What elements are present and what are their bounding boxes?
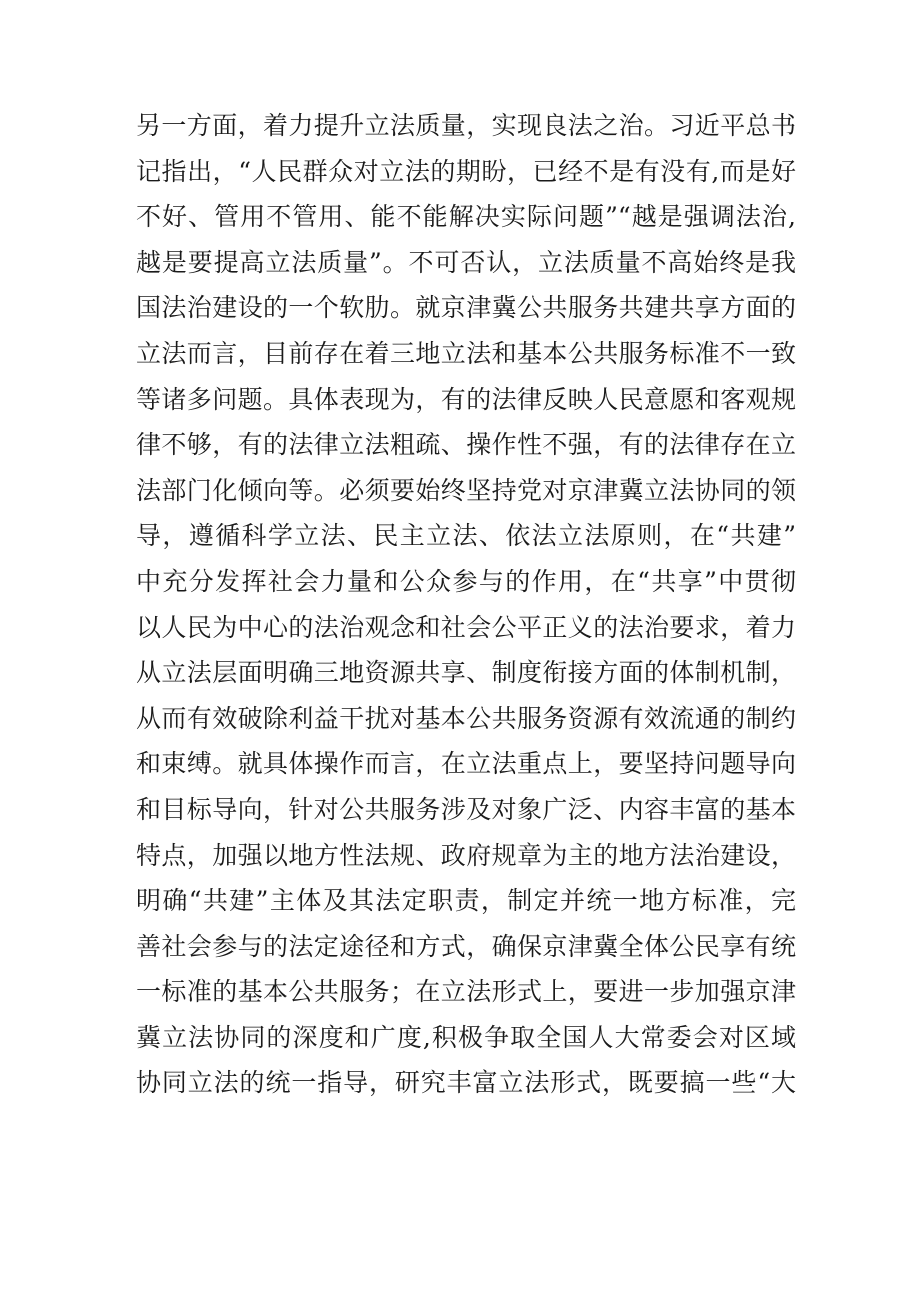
text-line: 立法而言，目前存在着三地立法和基本公共服务标准不一致	[136, 338, 796, 368]
text-line: 善社会参与的法定途径和方式，确保京津冀全体公民享有统	[136, 931, 796, 961]
text-line: 和目标导向，针对公共服务涉及对象广泛、内容丰富的基本	[136, 794, 796, 824]
text-line: 明确“共建”主体及其法定职责，制定并统一地方标准，完	[136, 886, 796, 916]
text-line: 特点，加强以地方性法规、政府规章为主的地方法治建设，	[136, 840, 796, 870]
text-line: 一标准的基本公共服务；在立法形式上，要进一步加强京津	[136, 977, 796, 1007]
text-line: 越是要提高立法质量”。不可否认，立法质量不高始终是我	[136, 247, 796, 277]
text-line: 记指出，“人民群众对立法的期盼，已经不是有没有,而是好	[136, 156, 796, 186]
text-line: 导，遵循科学立法、民主立法、依法立法原则，在“共建”	[136, 521, 796, 551]
text-line: 国法治建设的一个软肋。就京津冀公共服务共建共享方面的	[136, 293, 796, 323]
text-line: 和束缚。就具体操作而言，在立法重点上，要坚持问题导向	[136, 749, 796, 779]
text-line: 以人民为中心的法治观念和社会公平正义的法治要求，着力	[136, 612, 796, 642]
text-line: 冀立法协同的深度和广度,积极争取全国人大常委会对区域	[136, 1022, 796, 1052]
text-line: 从而有效破除利益干扰对基本公共服务资源有效流通的制约	[136, 703, 796, 733]
text-line: 协同立法的统一指导，研究丰富立法形式，既要搞一些“大	[136, 1068, 796, 1098]
body-paragraph	[136, 103, 796, 1106]
text-line: 等诸多问题。具体表现为，有的法律反映人民意愿和客观规	[136, 384, 796, 414]
text-line: 不好、管用不管用、能不能解决实际问题”“越是强调法治,	[136, 202, 796, 232]
text-line: 从立法层面明确三地资源共享、制度衔接方面的体制机制，	[136, 658, 796, 688]
text-line: 律不够，有的法律立法粗疏、操作性不强，有的法律存在立	[136, 430, 796, 460]
text-line: 另一方面，着力提升立法质量，实现良法之治。习近平总书	[136, 111, 796, 140]
text-line: 中充分发挥社会力量和公众参与的作用，在“共享”中贯彻	[136, 566, 796, 596]
text-line: 法部门化倾向等。必须要始终坚持党对京津冀立法协同的领	[136, 475, 796, 505]
